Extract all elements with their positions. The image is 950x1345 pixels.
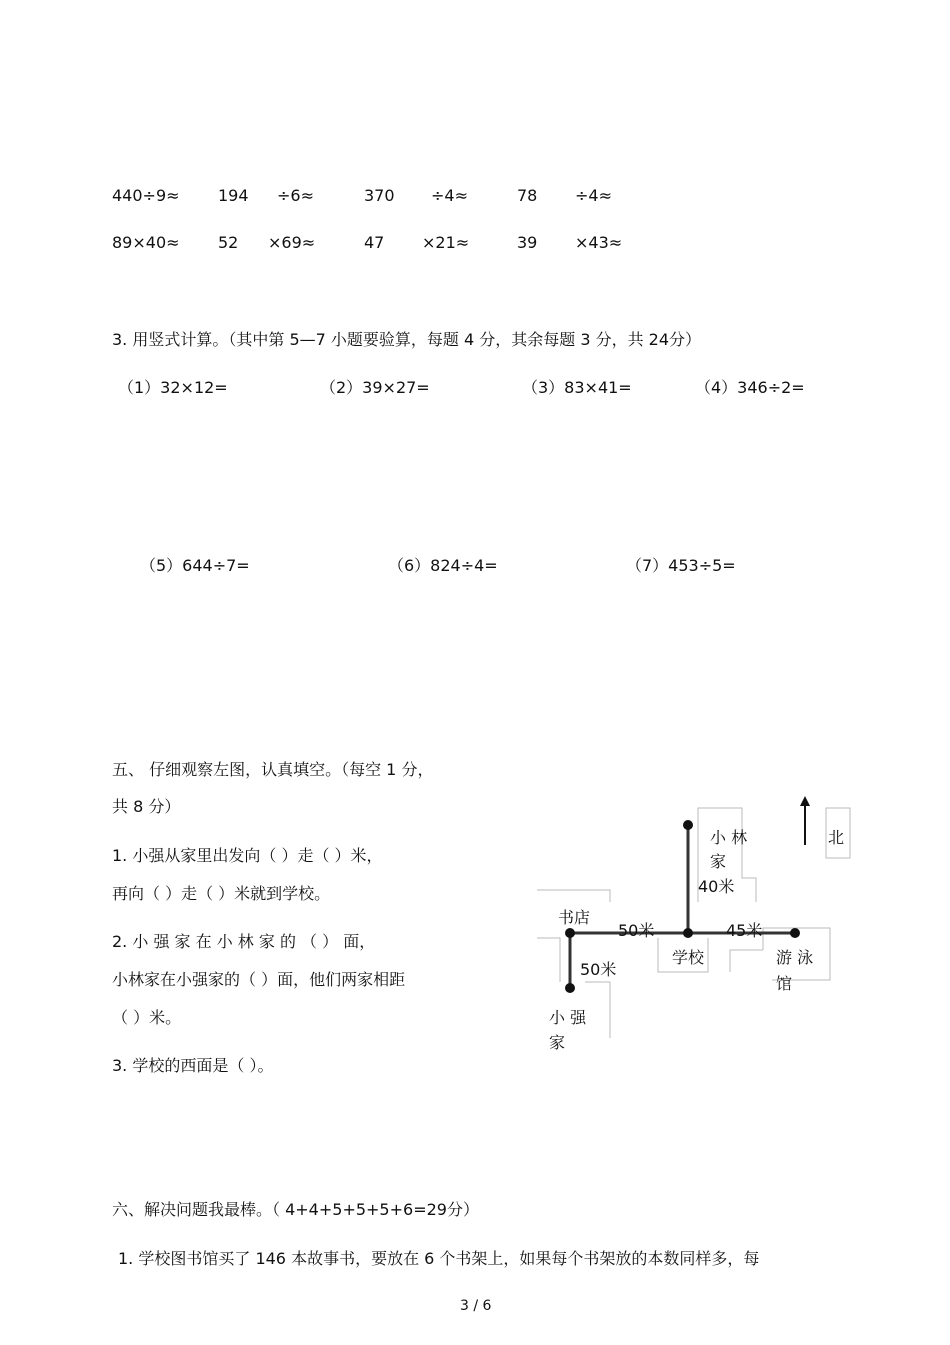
pool-label: 游 泳	[776, 948, 814, 967]
xiaoqiang-box-right	[585, 982, 610, 1038]
section6-title: 六、解决问题我最棒。（ 4+4+5+5+5+6=29分）	[112, 1200, 479, 1219]
pool-label-cont: 馆	[776, 974, 793, 993]
q3-problem: （3）83×41=	[522, 378, 632, 397]
s5-question-1: 1. 小强从家里出发向（ ）走（ ）米，	[112, 846, 383, 865]
east-distance: 45米	[726, 921, 763, 940]
estimate-item: 440÷9≈	[112, 186, 180, 205]
estimate-item: ×43≈	[575, 233, 623, 252]
s5-question-2-cont: 小林家在小强家的（ ）面，他们两家相距	[112, 970, 406, 989]
q3-problem: （6）824÷4=	[388, 556, 498, 575]
estimate-item: 89×40≈	[112, 233, 180, 252]
s5-question-1-cont: 再向（ ）走（ ）米就到学校。	[112, 884, 331, 903]
xiaoqiang-dot	[565, 983, 575, 993]
estimate-item: 78	[517, 186, 538, 205]
xiaolin-label-cont: 家	[710, 852, 727, 871]
north-label: 北	[828, 828, 845, 847]
pool-dot	[790, 928, 800, 938]
page-number: 3 / 6	[460, 1298, 492, 1314]
estimate-item: 39	[517, 233, 538, 252]
estimate-item: ×69≈	[268, 233, 316, 252]
north-arrow-icon	[800, 796, 810, 845]
bookstore-dot	[565, 928, 575, 938]
map-diagram	[530, 790, 860, 1070]
bookstore-label: 书店	[558, 908, 591, 927]
bookstore-box	[537, 890, 610, 902]
xiaolin-label: 小 林	[710, 828, 748, 847]
estimate-item: 370	[364, 186, 395, 205]
estimate-item: 52	[218, 233, 239, 252]
s5-question-2: 2. 小 强 家 在 小 林 家 的 （ ） 面，	[112, 932, 376, 951]
estimate-item: ÷6≈	[277, 186, 314, 205]
west-distance: 50米	[618, 921, 655, 940]
school-label: 学校	[672, 948, 705, 967]
south-distance: 50米	[580, 960, 617, 979]
s6-question-1: 1. 学校图书馆买了 146 本故事书，要放在 6 个书架上，如果每个书架放的本数同样多，每	[118, 1249, 760, 1268]
q3-problem: （2）39×27=	[320, 378, 430, 397]
q3-problem: （1）32×12=	[118, 378, 228, 397]
xiaoqiang-label-cont: 家	[549, 1033, 566, 1052]
school-dot	[683, 928, 693, 938]
xiaolin-dot	[683, 820, 693, 830]
xiaoqiang-label: 小 强	[549, 1008, 587, 1027]
road-box-right	[730, 950, 763, 972]
estimate-item: 47	[364, 233, 385, 252]
q3-problem: （4）346÷2=	[695, 378, 805, 397]
section5-title-cont: 共 8 分）	[112, 797, 181, 816]
section5-title: 五、 仔细观察左图，认真填空。（每空 1 分，	[112, 760, 434, 779]
s5-question-2-cont2: （ ）米。	[112, 1008, 182, 1027]
estimate-item: ÷4≈	[575, 186, 612, 205]
q3-problem: （5）644÷7=	[140, 556, 250, 575]
q3-title: 3. 用竖式计算。（其中第 5—7 小题要验算，每题 4 分，其余每题 3 分，共 24分）	[112, 330, 702, 349]
s5-question-3: 3. 学校的西面是（ ）。	[112, 1056, 274, 1075]
north-distance: 40米	[698, 877, 735, 896]
estimate-item: ÷4≈	[431, 186, 468, 205]
xiaoqiang-box-left	[537, 938, 560, 982]
estimate-item: ×21≈	[422, 233, 470, 252]
q3-problem: （7）453÷5=	[626, 556, 736, 575]
map-lines	[530, 790, 860, 1070]
estimate-item: 194	[218, 186, 249, 205]
